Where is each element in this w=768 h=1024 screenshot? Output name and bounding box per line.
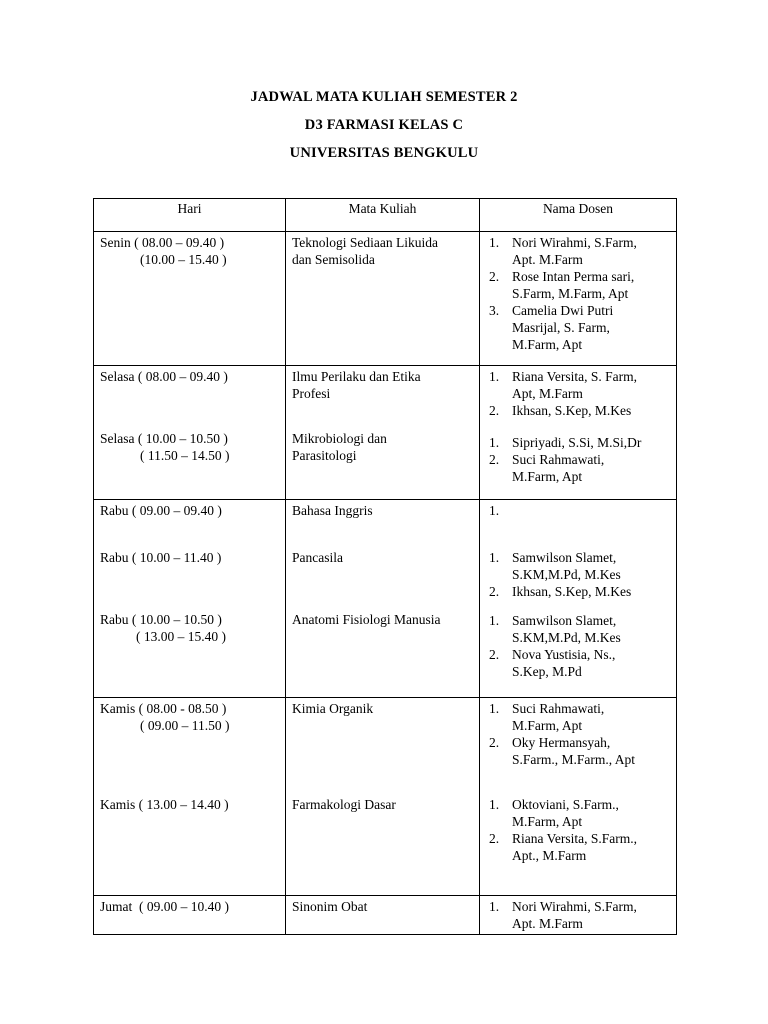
day-time: Rabu ( 10.00 – 10.50 ) (100, 612, 222, 627)
cell-lecturers (480, 366, 677, 500)
course-name: Ilmu Perilaku dan Etika (292, 369, 421, 384)
cell-course (286, 500, 480, 698)
day-time-extra: (10.00 – 15.40 ) (140, 252, 227, 267)
list-item: 1. Nori Wirahmi, S.Farm, Apt. M.Farm (489, 899, 637, 931)
lecturer-list (486, 502, 670, 519)
course-name-cont: Parasitologi (292, 448, 357, 463)
lecturer-list (486, 434, 670, 485)
day-time: Rabu ( 09.00 – 09.40 ) (100, 503, 222, 518)
schedule-table (93, 198, 677, 935)
lecturer-list (486, 234, 670, 353)
list-item: 2. Riana Versita, S.Farm., Apt., M.Farm (489, 831, 637, 863)
list-item: 1. Oktoviani, S.Farm., M.Farm, Apt (489, 797, 619, 829)
course-name: Kimia Organik (292, 701, 374, 716)
list-item: 2. Oky Hermansyah, S.Farm., M.Farm., Apt (489, 735, 636, 767)
header-lecturer: Nama Dosen (480, 199, 677, 232)
list-item: 2. Ikhsan, S.Kep, M.Kes (489, 584, 632, 599)
lecturer-list (486, 796, 670, 864)
cell-course (286, 366, 480, 500)
day-time-extra: ( 13.00 – 15.40 ) (136, 629, 226, 644)
table-row-kamis (94, 698, 677, 896)
course-name-cont: Profesi (292, 386, 331, 401)
cell-day (94, 896, 286, 935)
document-title: JADWAL MATA KULIAH SEMESTER 2 (250, 89, 518, 105)
list-item: 1. Suci Rahmawati, M.Farm, Apt (489, 701, 605, 733)
lecturer-list (486, 612, 670, 680)
cell-lecturers (480, 896, 677, 935)
header-day: Hari (94, 199, 286, 232)
course-name: Bahasa Inggris (292, 503, 373, 518)
day-time-extra: ( 11.50 – 14.50 ) (140, 448, 230, 463)
course-name: Teknologi Sediaan Likuida (292, 235, 439, 250)
document-subtitle-class: D3 FARMASI KELAS C (304, 117, 464, 133)
list-item: 1. Riana Versita, S. Farm, Apt, M.Farm (489, 369, 637, 401)
document-subtitle-university: UNIVERSITAS BENGKULU (289, 145, 479, 161)
cell-day (94, 500, 286, 698)
day-time: Senin ( 08.00 – 09.40 ) (100, 235, 225, 250)
list-item: 2. Rose Intan Perma sari, S.Farm, M.Farm, Apt (489, 269, 635, 301)
cell-lecturers (480, 500, 677, 698)
day-time: Selasa ( 10.00 – 10.50 ) (100, 431, 228, 446)
day-time-extra: ( 09.00 – 11.50 ) (140, 718, 230, 733)
day-time: Rabu ( 10.00 – 11.40 ) (100, 550, 222, 565)
day-time: Kamis ( 13.00 – 14.40 ) (100, 797, 229, 812)
cell-course (286, 232, 480, 366)
course-name: Sinonim Obat (292, 899, 368, 914)
day-time: Kamis ( 08.00 - 08.50 ) (100, 701, 227, 716)
lecturer-list (486, 898, 670, 932)
cell-day (94, 698, 286, 896)
cell-lecturers (480, 232, 677, 366)
list-item: 2. Ikhsan, S.Kep, M.Kes (489, 403, 632, 418)
table-row-jumat (94, 896, 677, 935)
cell-day (94, 366, 286, 500)
course-name: Farmakologi Dasar (292, 797, 396, 812)
lecturer-list (486, 700, 670, 768)
course-name: Anatomi Fisiologi Manusia (292, 612, 441, 627)
day-time: Selasa ( 08.00 – 09.40 ) (100, 369, 228, 384)
course-name-cont: dan Semisolida (292, 252, 375, 267)
list-item: 1. (489, 503, 500, 518)
list-item: 1. Nori Wirahmi, S.Farm, Apt. M.Farm (489, 235, 637, 267)
list-item: 2. Nova Yustisia, Ns., S.Kep, M.Pd (489, 647, 616, 679)
header-course: Mata Kuliah (286, 199, 480, 232)
course-name: Pancasila (292, 550, 343, 565)
cell-course (286, 698, 480, 896)
day-time: Jumat ( 09.00 – 10.40 ) (100, 899, 229, 914)
table-row-selasa (94, 366, 677, 500)
lecturer-list (486, 549, 670, 600)
table-row-senin (94, 232, 677, 366)
cell-course (286, 896, 480, 935)
cell-lecturers (480, 698, 677, 896)
list-item: 1. Sipriyadi, S.Si, M.Si,Dr (489, 435, 642, 450)
list-item: 3. Camelia Dwi Putri Masrijal, S. Farm, M.Farm, Apt (489, 303, 614, 352)
list-item: 1. Samwilson Slamet, S.KM,M.Pd, M.Kes (489, 550, 621, 582)
list-item: 1. Samwilson Slamet, S.KM,M.Pd, M.Kes (489, 613, 621, 645)
table-header-row (94, 199, 677, 232)
cell-day (94, 232, 286, 366)
list-item: 2. Suci Rahmawati, M.Farm, Apt (489, 452, 605, 484)
table-row-rabu (94, 500, 677, 698)
course-name: Mikrobiologi dan (292, 431, 387, 446)
lecturer-list (486, 368, 670, 419)
